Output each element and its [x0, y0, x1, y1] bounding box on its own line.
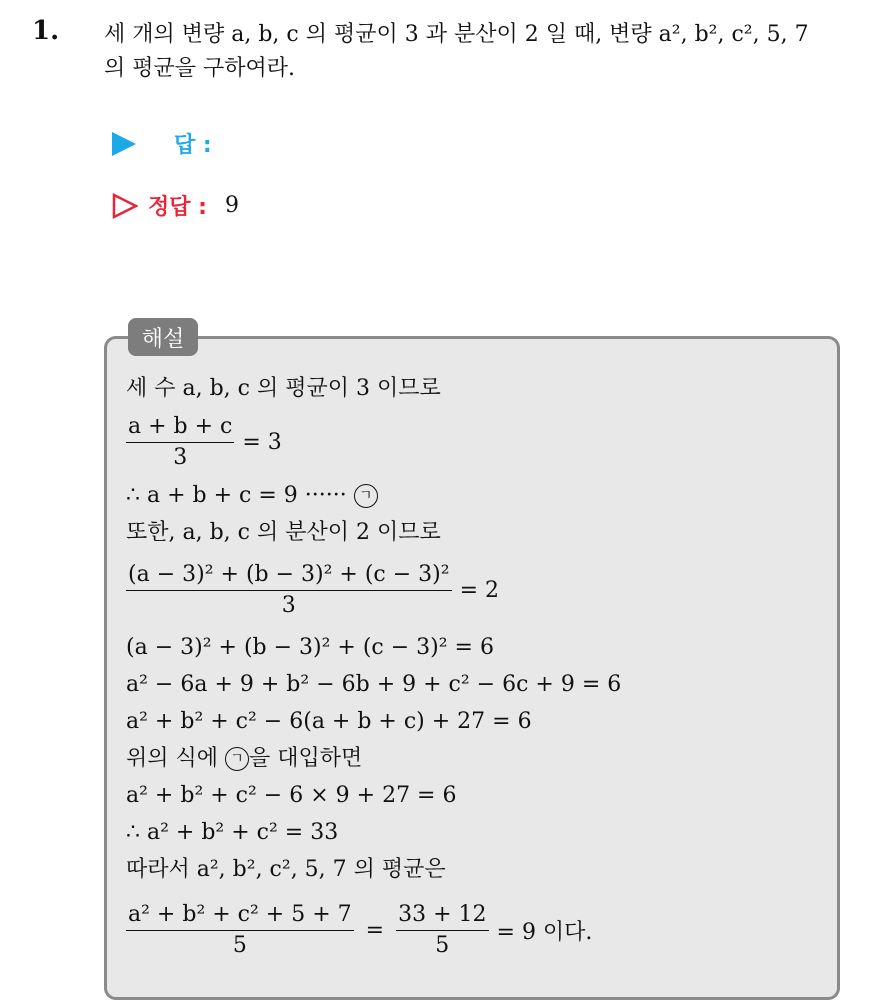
question-line-2: 의 평균을 구하여라.	[104, 56, 295, 81]
fraction-numerator: 33 + 12	[398, 901, 487, 927]
solution-content	[126, 370, 826, 972]
solution-fraction-line	[126, 888, 826, 972]
answer-label: 답 :	[174, 133, 212, 158]
solution-line: ∴ a² + b² + c² = 33	[126, 820, 339, 845]
play-triangle-icon	[112, 132, 136, 156]
fraction-denominator: 3	[126, 590, 452, 621]
solution-line	[126, 740, 826, 777]
solution-line: a² + b² + c² − 6(a + b + c) + 27 = 6	[126, 709, 532, 734]
correct-answer-value: 9	[224, 193, 239, 218]
solution-line: 따라서 a², b², c², 5, 7 의 평균은	[126, 857, 446, 882]
solution-fraction-line	[126, 407, 826, 477]
solution-line: a² + b² + c² − 6 × 9 + 27 = 6	[126, 783, 457, 808]
answer-row	[112, 128, 212, 159]
fraction	[396, 900, 488, 961]
fraction-numerator: a + b + c	[128, 413, 233, 439]
circled-label: ㄱ	[225, 747, 249, 771]
solution-fraction-line	[126, 551, 826, 629]
solution-text: 을 대입하면	[249, 746, 363, 771]
fraction	[126, 900, 354, 961]
fraction	[126, 412, 234, 473]
outline-triangle-icon	[112, 193, 138, 219]
correct-answer-label: 정답 :	[148, 195, 207, 220]
solution-line: 또한, a, b, c 의 분산이 2 이므로	[126, 520, 441, 545]
equals-sign: =	[365, 917, 385, 943]
solution-text: ∴ a + b + c = 9 ······	[126, 483, 347, 508]
solution-text: 위의 식에	[126, 746, 225, 771]
fraction-denominator: 3	[126, 442, 234, 473]
fraction-numerator: a² + b² + c² + 5 + 7	[128, 901, 352, 927]
fraction-result: = 9 이다.	[496, 919, 593, 945]
solution-line: 세 수 a, b, c 의 평균이 3 이므로	[126, 376, 441, 401]
question-text	[104, 18, 874, 86]
solution-line: a² − 6a + 9 + b² − 6b + 9 + c² − 6c + 9 = 6	[126, 672, 622, 697]
correct-answer-row	[112, 190, 239, 221]
question-line-1: 세 개의 변량 a, b, c 의 평균이 3 과 분산이 2 일 때, 변량 a², b², c², 5, 7	[104, 22, 809, 47]
fraction-result: = 2	[459, 577, 500, 603]
fraction-result: = 3	[242, 429, 282, 455]
solution-line: (a − 3)² + (b − 3)² + (c − 3)² = 6	[126, 635, 494, 660]
solution-line	[126, 477, 826, 514]
question-number: 1.	[32, 16, 60, 46]
fraction	[126, 560, 452, 621]
fraction-denominator: 5	[396, 930, 488, 961]
fraction-numerator: (a − 3)² + (b − 3)² + (c − 3)²	[128, 561, 450, 587]
fraction-denominator: 5	[126, 930, 354, 961]
circled-label: ㄱ	[354, 484, 378, 508]
solution-tag: 해설	[128, 318, 198, 356]
